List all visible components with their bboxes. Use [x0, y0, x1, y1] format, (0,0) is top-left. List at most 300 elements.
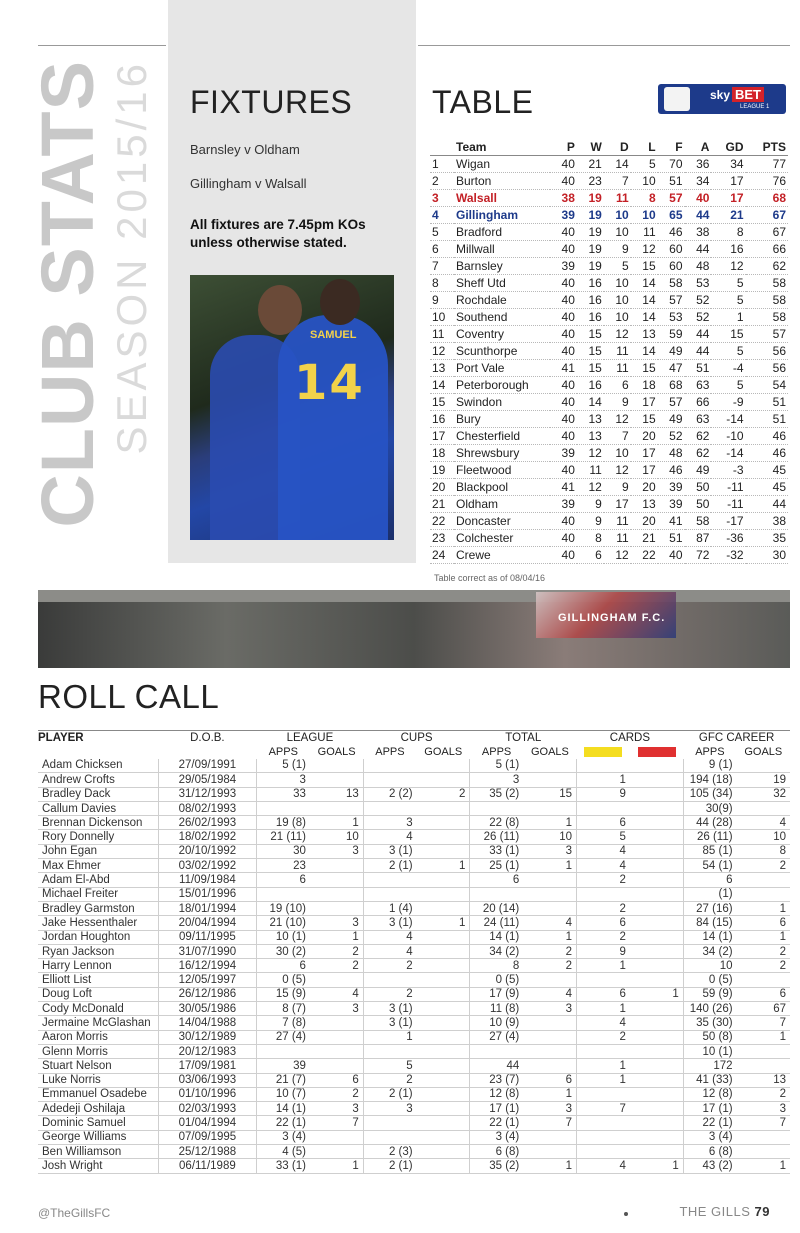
player-stat: 1 [737, 930, 790, 944]
player-stat: 1 [417, 859, 470, 873]
stat-cell: 40 [550, 240, 577, 257]
stat-cell: 62 [685, 444, 712, 461]
player-stat: 3 [257, 773, 310, 787]
player-stat: 17 (9) [470, 987, 523, 1001]
league-table-header [430, 140, 788, 155]
player-stat [417, 1159, 470, 1173]
stat-cell: 19 [577, 240, 604, 257]
player-stat: 3 [470, 773, 523, 787]
player-stat [630, 944, 683, 958]
player-row [38, 887, 790, 901]
player-stat [577, 1145, 630, 1159]
stat-cell: 46 [658, 223, 685, 240]
stat-cell: 5 [604, 257, 631, 274]
player-name: Jake Hessenthaler [38, 916, 158, 930]
stat-cell: 68 [658, 376, 685, 393]
stat-cell: 14 [631, 274, 658, 291]
stat-cell: 14 [631, 291, 658, 308]
sub-apps: APPS [375, 745, 405, 758]
team-cell: Port Vale [454, 359, 550, 376]
player-stat [470, 887, 523, 901]
stat-cell: 16 [711, 240, 745, 257]
player-stat [577, 1130, 630, 1144]
team-cell: Sheff Utd [454, 274, 550, 291]
position-cell: 3 [430, 189, 454, 206]
stat-cell: 40 [550, 155, 577, 172]
team-cell: Doncaster [454, 512, 550, 529]
player-dob: 30/05/1986 [158, 1002, 256, 1016]
stat-cell: 34 [711, 155, 745, 172]
player-stat: 32 [737, 787, 790, 801]
player-stat: 4 [577, 844, 630, 858]
player-stat: 27 (4) [470, 1030, 523, 1044]
player-stat: 35 (2) [470, 787, 523, 801]
player-stat: 6 (8) [683, 1145, 736, 1159]
position-cell: 13 [430, 359, 454, 376]
team-cell: Shrewsbury [454, 444, 550, 461]
player-stat: 0 (5) [683, 973, 736, 987]
crowd-photo [38, 590, 790, 668]
player-row [38, 1159, 790, 1173]
player-row [38, 901, 790, 915]
player-row [38, 1059, 790, 1073]
league-table-row [430, 461, 788, 478]
player-stat [310, 887, 363, 901]
player-stat: 2 [577, 1030, 630, 1044]
player-stat [417, 1059, 470, 1073]
col-for: F [658, 140, 685, 155]
team-cell: Gillingham [454, 206, 550, 223]
player-stat [310, 1044, 363, 1058]
player-stat: 2 [310, 959, 363, 973]
player-stat: 3 (1) [363, 1002, 416, 1016]
player-stat: 10 (1) [683, 1044, 736, 1058]
col-cards: CARDS [577, 731, 684, 745]
player-stat: 1 [737, 1159, 790, 1173]
position-cell: 9 [430, 291, 454, 308]
stat-cell: 10 [631, 206, 658, 223]
player-stat: 2 [737, 1087, 790, 1101]
player-stat: 5 (1) [257, 759, 310, 773]
player-stat [523, 1130, 576, 1144]
stat-cell: 8 [631, 189, 658, 206]
player-stat [630, 1044, 683, 1058]
stat-cell: 5 [711, 291, 745, 308]
player-stat [417, 816, 470, 830]
stat-cell: 65 [658, 206, 685, 223]
player-dob: 18/01/1994 [158, 901, 256, 915]
player-stat: 1 (4) [363, 901, 416, 915]
stat-cell: 16 [577, 291, 604, 308]
player-stat: 1 [417, 916, 470, 930]
stat-cell: 5 [631, 155, 658, 172]
player-dob: 25/12/1988 [158, 1145, 256, 1159]
player-stat: 10 [310, 830, 363, 844]
player-dob: 02/03/1993 [158, 1102, 256, 1116]
sponsor-league: LEAGUE 1 [740, 104, 770, 110]
position-cell: 1 [430, 155, 454, 172]
player-stat [310, 773, 363, 787]
player-stat [523, 1016, 576, 1030]
player-name: Emmanuel Osadebe [38, 1087, 158, 1101]
player-stat: 2 [577, 873, 630, 887]
stat-cell: 11 [604, 512, 631, 529]
stat-cell: 44 [685, 206, 712, 223]
player-stat [577, 973, 630, 987]
player-stat: 6 [737, 916, 790, 930]
player-stat [630, 1087, 683, 1101]
player-stat [737, 1130, 790, 1144]
season-heading: SEASON 2015/16 [108, 60, 155, 455]
player-stat: 4 [523, 916, 576, 930]
player-stat: 2 [737, 944, 790, 958]
player-stat: 44 [470, 1059, 523, 1073]
player-name: Max Ehmer [38, 859, 158, 873]
team-cell: Crewe [454, 546, 550, 563]
stat-cell: 38 [685, 223, 712, 240]
stat-cell: 66 [685, 393, 712, 410]
position-cell: 15 [430, 393, 454, 410]
position-cell: 11 [430, 325, 454, 342]
sponsor-bet: BET [732, 87, 764, 102]
col-dob: D.O.B. [158, 731, 256, 745]
player-stat: 30 (2) [257, 944, 310, 958]
player-stat [417, 1030, 470, 1044]
stat-cell: 39 [550, 444, 577, 461]
table-title: TABLE [432, 84, 534, 120]
roll-call-table [38, 730, 790, 1174]
shirt-number: 14 [294, 355, 365, 411]
sub-goals: GOALS [744, 745, 783, 758]
player-stat [523, 1030, 576, 1044]
player-stat: 172 [683, 1059, 736, 1073]
player-stat: 6 [577, 987, 630, 1001]
player-stat: 8 [737, 844, 790, 858]
player-stat: 33 [257, 787, 310, 801]
sky-bet-league-1-logo [658, 84, 786, 114]
player-stat [310, 873, 363, 887]
stat-cell: 40 [550, 342, 577, 359]
player-stat: 8 [470, 959, 523, 973]
player-row [38, 1030, 790, 1044]
stat-cell: 52 [685, 291, 712, 308]
shirt-name: SAMUEL [310, 329, 357, 341]
player-stat [417, 930, 470, 944]
player-stat: 13 [310, 787, 363, 801]
league-table-row [430, 223, 788, 240]
stat-cell: 12 [604, 461, 631, 478]
stat-cell: 8 [711, 223, 745, 240]
player-stat: 2 [417, 787, 470, 801]
player-stat [310, 973, 363, 987]
player-name: Harry Lennon [38, 959, 158, 973]
player-dob: 18/02/1992 [158, 830, 256, 844]
stat-cell: 40 [550, 427, 577, 444]
stat-cell: 44 [746, 495, 788, 512]
player-stat [310, 859, 363, 873]
stat-cell: 10 [604, 274, 631, 291]
stat-cell: 20 [631, 478, 658, 495]
stat-cell: 50 [685, 495, 712, 512]
stat-cell: 40 [550, 325, 577, 342]
player-dob: 03/02/1992 [158, 859, 256, 873]
sub-apps: APPS [695, 745, 725, 758]
stat-cell: 30 [746, 546, 788, 563]
stat-cell: 40 [550, 461, 577, 478]
player-stat [630, 916, 683, 930]
player-stat [630, 859, 683, 873]
stat-cell: 44 [685, 240, 712, 257]
player-stat: 6 [577, 816, 630, 830]
position-cell: 20 [430, 478, 454, 495]
player-stat [363, 1044, 416, 1058]
stat-cell: 49 [658, 342, 685, 359]
player-dob: 31/12/1993 [158, 787, 256, 801]
player-stat [363, 759, 416, 773]
player-dob: 17/09/1981 [158, 1059, 256, 1073]
stat-cell: 57 [746, 325, 788, 342]
stat-cell: 67 [746, 223, 788, 240]
stat-cell: 57 [658, 189, 685, 206]
player-stat [310, 901, 363, 915]
player-stat: 30 [257, 844, 310, 858]
stat-cell: 62 [685, 427, 712, 444]
stat-cell: 15 [631, 359, 658, 376]
player-stat [470, 1044, 523, 1058]
stat-cell: 10 [631, 172, 658, 189]
stat-cell: 40 [550, 393, 577, 410]
stat-cell: 51 [658, 529, 685, 546]
player-stat [417, 1102, 470, 1116]
stat-cell: 35 [746, 529, 788, 546]
player-dob: 03/06/1993 [158, 1073, 256, 1087]
stat-cell: 77 [746, 155, 788, 172]
player-stat: 4 [737, 816, 790, 830]
stat-cell: -11 [711, 478, 745, 495]
stat-cell: 19 [577, 223, 604, 240]
player-stat: 1 [310, 930, 363, 944]
player-stat [363, 873, 416, 887]
player-stat: 9 (1) [683, 759, 736, 773]
player-dob: 20/10/1992 [158, 844, 256, 858]
player-stat [417, 773, 470, 787]
player-stat [523, 973, 576, 987]
player-stat: 34 (2) [683, 944, 736, 958]
player-shape [278, 315, 388, 540]
player-name: Callum Davies [38, 801, 158, 815]
player-stat: 8 (7) [257, 1002, 310, 1016]
stat-cell: 9 [577, 495, 604, 512]
player-name: Elliott List [38, 973, 158, 987]
player-stat [417, 987, 470, 1001]
stat-cell: 56 [746, 359, 788, 376]
player-stat: 84 (15) [683, 916, 736, 930]
player-stat: 1 [363, 1030, 416, 1044]
sub-goals: GOALS [317, 745, 356, 758]
stat-cell: 57 [658, 291, 685, 308]
stat-cell: 72 [685, 546, 712, 563]
stat-cell: 45 [746, 461, 788, 478]
player-stat: 2 (3) [363, 1145, 416, 1159]
stat-cell: 11 [604, 529, 631, 546]
sponsor-sky: sky [710, 88, 731, 102]
league-table-row [430, 546, 788, 563]
player-stat [310, 1059, 363, 1073]
player-stat: 3 [363, 1102, 416, 1116]
player-stat: 19 (8) [257, 816, 310, 830]
player-stat: 6 [257, 873, 310, 887]
stat-cell: -11 [711, 495, 745, 512]
player-stat [310, 1016, 363, 1030]
player-dob: 29/05/1984 [158, 773, 256, 787]
player-dob: 20/12/1983 [158, 1044, 256, 1058]
player-row [38, 787, 790, 801]
player-name: Josh Wright [38, 1159, 158, 1173]
player-row [38, 830, 790, 844]
player-stat [630, 844, 683, 858]
stat-cell: 21 [631, 529, 658, 546]
player-name: Andrew Crofts [38, 773, 158, 787]
col-won: W [577, 140, 604, 155]
player-stat: 6 [577, 916, 630, 930]
stat-cell: 10 [604, 444, 631, 461]
stat-cell: 58 [746, 308, 788, 325]
player-stat: 33 (1) [257, 1159, 310, 1173]
player-stat [737, 1145, 790, 1159]
player-stat [577, 1044, 630, 1058]
player-stat: 6 [470, 873, 523, 887]
stat-cell: 5 [711, 342, 745, 359]
stat-cell: 13 [631, 325, 658, 342]
league-table [430, 140, 788, 564]
stat-cell: 22 [631, 546, 658, 563]
stat-cell: 17 [711, 172, 745, 189]
stat-cell: 48 [658, 444, 685, 461]
player-stat: 10 (1) [257, 930, 310, 944]
player-row [38, 1002, 790, 1016]
player-stat: 4 [363, 930, 416, 944]
position-cell: 16 [430, 410, 454, 427]
stat-cell: 40 [550, 274, 577, 291]
player-stat: 3 [523, 844, 576, 858]
player-stat: 6 (8) [470, 1145, 523, 1159]
stat-cell: 39 [658, 478, 685, 495]
player-stat: 2 (1) [363, 859, 416, 873]
player-stat: 1 [523, 1087, 576, 1101]
team-cell: Oldham [454, 495, 550, 512]
stat-cell: 40 [550, 172, 577, 189]
player-dob: 06/11/1989 [158, 1159, 256, 1173]
team-cell: Peterborough [454, 376, 550, 393]
player-stat: 10 [683, 959, 736, 973]
player-stat [310, 1030, 363, 1044]
team-cell: Blackpool [454, 478, 550, 495]
stat-cell: -36 [711, 529, 745, 546]
player-stat: 27 (16) [683, 901, 736, 915]
col-career: GFC CAREER [683, 731, 790, 745]
league-table-row [430, 291, 788, 308]
player-name: Doug Loft [38, 987, 158, 1001]
stat-cell: 40 [550, 308, 577, 325]
position-cell: 17 [430, 427, 454, 444]
player-stat [417, 1130, 470, 1144]
league-table-row [430, 359, 788, 376]
stat-cell: 14 [577, 393, 604, 410]
player-dob: 01/04/1994 [158, 1116, 256, 1130]
player-stat: 24 (11) [470, 916, 523, 930]
player-stat: 1 [577, 1002, 630, 1016]
player-stat: 39 [257, 1059, 310, 1073]
player-stat: 25 (1) [470, 859, 523, 873]
stat-cell: 6 [604, 376, 631, 393]
player-stat: 2 [523, 959, 576, 973]
stat-cell: 44 [685, 325, 712, 342]
player-stat: 1 [523, 859, 576, 873]
stat-cell: 10 [604, 223, 631, 240]
stat-cell: 16 [577, 308, 604, 325]
player-stat: 3 (4) [683, 1130, 736, 1144]
player-stat: 6 [523, 1073, 576, 1087]
player-name: Rory Donnelly [38, 830, 158, 844]
position-cell: 14 [430, 376, 454, 393]
stat-cell: 58 [746, 291, 788, 308]
player-stat [630, 1030, 683, 1044]
player-stat: 2 [523, 944, 576, 958]
player-stat: 2 [363, 1073, 416, 1087]
stand-roof [38, 590, 790, 602]
stat-cell: 36 [685, 155, 712, 172]
player-stat [417, 801, 470, 815]
player-stat: 22 (1) [257, 1116, 310, 1130]
player-dob: 26/02/1993 [158, 816, 256, 830]
player-stat [257, 801, 310, 815]
stat-cell: 40 [550, 512, 577, 529]
stat-cell: 18 [631, 376, 658, 393]
position-cell: 19 [430, 461, 454, 478]
player-row [38, 944, 790, 958]
page-footer [679, 1204, 770, 1219]
player-stat [363, 773, 416, 787]
stat-cell: 40 [550, 410, 577, 427]
league-table-row [430, 393, 788, 410]
player-stat: 0 (5) [257, 973, 310, 987]
player-row [38, 816, 790, 830]
player-stat [417, 1016, 470, 1030]
stat-cell: 39 [550, 257, 577, 274]
player-stat: 2 [310, 944, 363, 958]
league-table-row [430, 325, 788, 342]
player-stat: 1 [310, 816, 363, 830]
stat-cell: 15 [577, 325, 604, 342]
stat-cell: 49 [658, 410, 685, 427]
player-stat: 6 [683, 873, 736, 887]
player-name: Jordan Houghton [38, 930, 158, 944]
player-stat: 43 (2) [683, 1159, 736, 1173]
player-dob: 07/09/1995 [158, 1130, 256, 1144]
publication-name: THE GILLS [679, 1204, 751, 1219]
player-stat [523, 1059, 576, 1073]
stat-cell: 6 [577, 546, 604, 563]
player-stat: 3 [523, 1102, 576, 1116]
fixtures-title: FIXTURES [190, 84, 353, 120]
stat-cell: 23 [577, 172, 604, 189]
stat-cell: 12 [604, 325, 631, 342]
player-stat: 3 (1) [363, 916, 416, 930]
player-stat [363, 801, 416, 815]
player-stat: 0 (5) [470, 973, 523, 987]
club-stats-heading: CLUB STATS [26, 60, 109, 528]
stat-cell: 10 [604, 308, 631, 325]
